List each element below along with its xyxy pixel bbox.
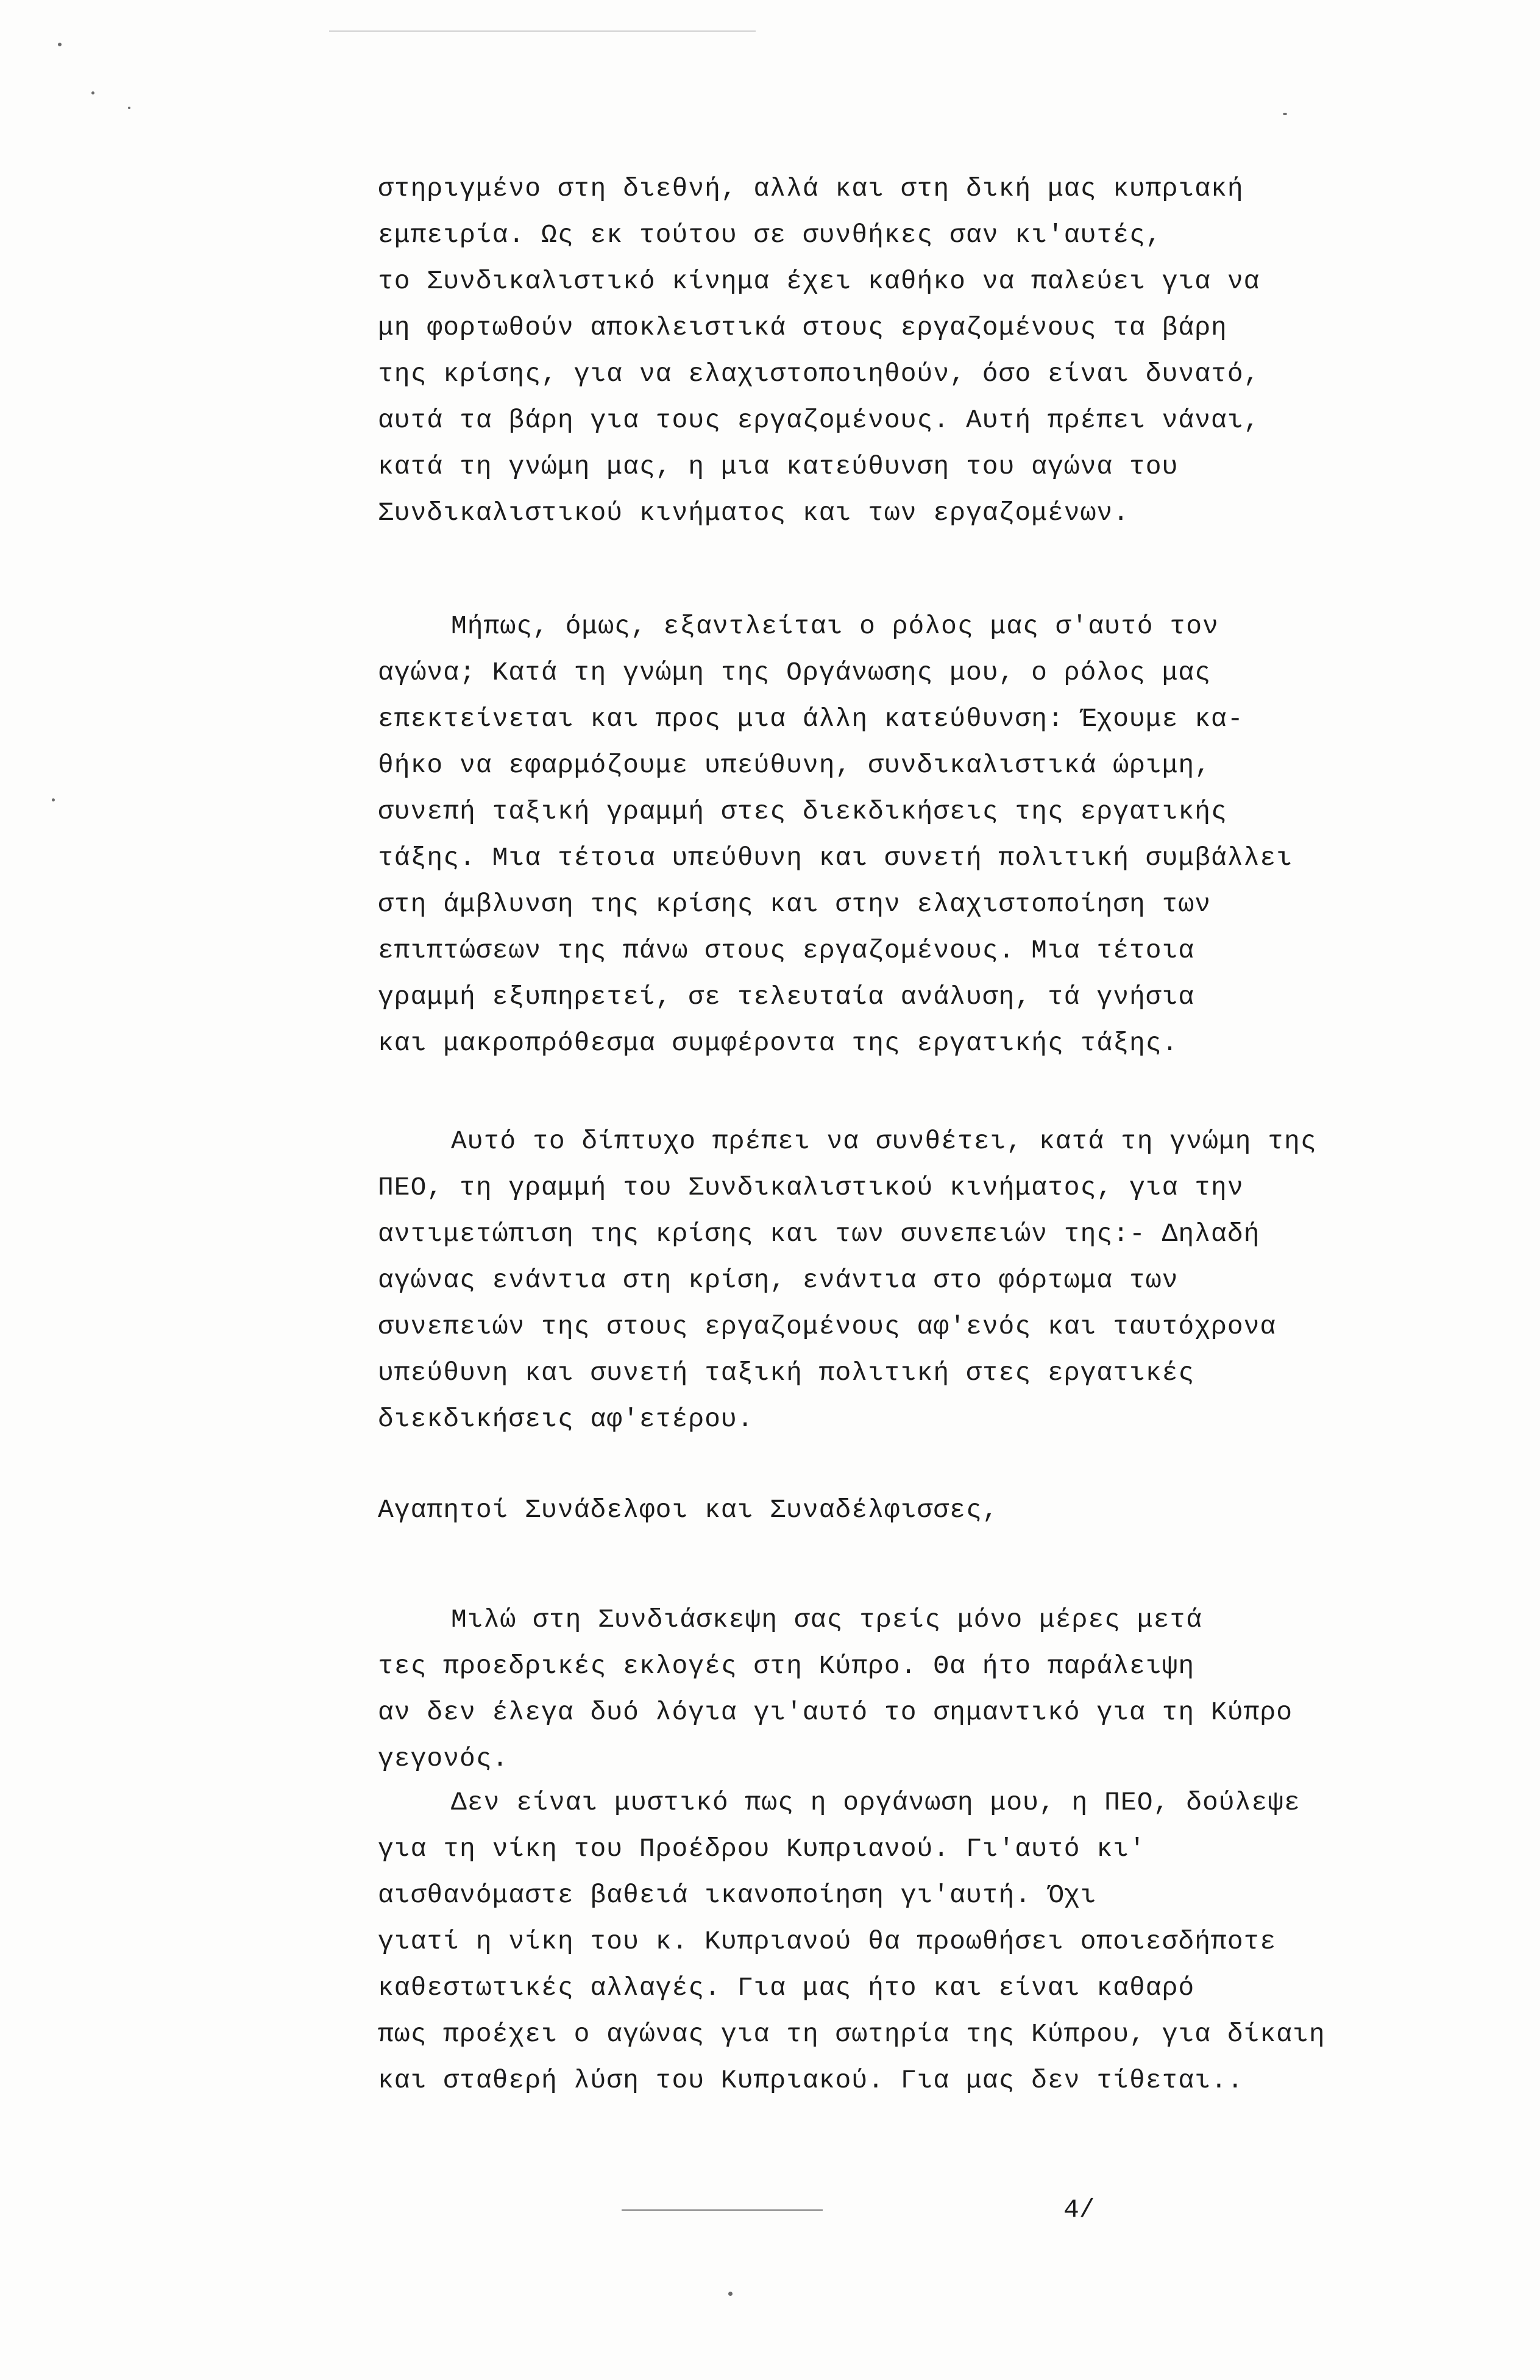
paragraph-2 (378, 603, 1463, 1067)
scan-speck (1283, 113, 1287, 115)
text-line: συνεπή ταξική γραμμή στες διεκδικήσεις της εργατικής (378, 797, 1227, 826)
text-line: Συνδικαλιστικού κινήματος και των εργαζομένων. (378, 498, 1129, 528)
text-line: θήκο να εφαρμόζουμε υπεύθυνη, συνδικαλιστικά ώριμη, (378, 750, 1212, 780)
paragraph-4 (378, 1487, 1463, 1533)
scan-speck (91, 91, 94, 94)
text-line: Αυτό το δίπτυχο πρέπει να συνθέτει, κατά τη γνώμη της (451, 1126, 1317, 1156)
text-line: αισθανόμαστε βαθειά ικανοποίηση γι'αυτή. Όχι (378, 1880, 1097, 1910)
scan-speck (52, 798, 55, 801)
text-line: κατά τη γνώμη μας, η μια κατεύθυνση του αγώνα του (378, 452, 1179, 481)
text-line: τάξης. Μια τέτοια υπεύθυνη και συνετή πολιτική συμβάλλει (378, 843, 1293, 873)
text-line: αν δεν έλεγα δυό λόγια γι'αυτό το σημαντικό για τη Κύπρο (378, 1697, 1293, 1727)
text-line: στηριγμένο στη διεθνή, αλλά και στη δική μας κυπριακή (378, 174, 1244, 204)
text-line: για τη νίκη του Προέδρου Κυπριανού. Γι'αυτό κι' (378, 1834, 1146, 1864)
text-line: της κρίσης, για να ελαχιστοποιηθούν, όσο είναι δυνατό, (378, 359, 1260, 389)
text-line: και σταθερή λύση του Κυπριακού. Για μας δεν τίθεται.. (378, 2066, 1244, 2095)
text-line: αγώνα; Κατά τη γνώμη της Οργάνωσης μου, ο ρόλος μας (378, 658, 1212, 687)
text-line: συνεπειών της στους εργαζομένους αφ'ενός και ταυτόχρονα (378, 1312, 1277, 1341)
text-line: Αγαπητοί Συνάδελφοι και Συναδέλφισσες, (378, 1495, 999, 1525)
text-line: μη φορτωθούν αποκλειστικά στους εργαζομένους τα βάρη (378, 313, 1227, 343)
text-line: αυτά τα βάρη για τους εργαζομένους. Αυτή πρέπει νάναι, (378, 405, 1260, 435)
paragraph-1 (378, 166, 1463, 536)
text-line: επεκτείνεται και προς μια άλλη κατεύθυνση: Έχουμε κα- (378, 704, 1244, 734)
scan-speck (58, 43, 62, 46)
text-line: καθεστωτικές αλλαγές. Για μας ήτο και είναι καθαρό (378, 1973, 1195, 2003)
text-line: γραμμή εξυπηρετεί, σε τελευταία ανάλυση, τά γνήσια (378, 982, 1195, 1012)
text-line: Δεν είναι μυστικό πως η οργάνωση μου, η ΠΕΟ, δούλεψε (451, 1788, 1300, 1817)
scan-speck (128, 107, 130, 109)
text-line: Μήπως, όμως, εξαντλείται ο ρόλος μας σ'αυτό τον (451, 611, 1219, 641)
text-line: στη άμβλυνση της κρίσης και στην ελαχιστοποίηση των (378, 889, 1212, 919)
text-line: επιπτώσεων της πάνω στους εργαζομένους. Μια τέτοια (378, 936, 1195, 965)
scan-speck (728, 2292, 733, 2296)
text-line: εμπειρία. Ως εκ τούτου σε συνθήκες σαν κι'αυτές, (378, 220, 1162, 250)
page-number: 4/ (1063, 2195, 1095, 2225)
scan-mark (329, 30, 756, 32)
text-line: αντιμετώπιση της κρίσης και των συνεπειών της:- Δηλαδή (378, 1219, 1260, 1249)
text-line: τες προεδρικές εκλογές στη Κύπρο. Θα ήτο παράλειψη (378, 1651, 1195, 1681)
scan-mark (622, 2209, 823, 2211)
text-line: πως προέχει ο αγώνας για τη σωτηρία της Κύπρου, για δίκαιη (378, 2019, 1325, 2049)
text-line: Μιλώ στη Συνδιάσκεψη σας τρείς μόνο μέρες μετά (451, 1605, 1202, 1635)
paragraph-6 (378, 1780, 1463, 2104)
text-line: γιατί η νίκη του κ. Κυπριανού θα προωθήσει οποιεσδήποτε (378, 1927, 1277, 1956)
text-line: ΠΕΟ, τη γραμμή του Συνδικαλιστικού κινήματος, για την (378, 1173, 1244, 1202)
text-line: αγώνας ενάντια στη κρίση, ενάντια στο φόρτωμα των (378, 1265, 1179, 1295)
text-line: διεκδικήσεις αφ'ετέρου. (378, 1404, 754, 1434)
text-line: γεγονός. (378, 1744, 509, 1774)
paragraph-3 (378, 1118, 1463, 1443)
text-line: το Συνδικαλιστικό κίνημα έχει καθήκο να παλεύει για να (378, 266, 1260, 296)
paragraph-5 (378, 1597, 1463, 1782)
text-line: και μακροπρόθεσμα συμφέροντα της εργατικής τάξης. (378, 1028, 1179, 1058)
text-line: υπεύθυνη και συνετή ταξική πολιτική στες εργατικές (378, 1358, 1195, 1388)
